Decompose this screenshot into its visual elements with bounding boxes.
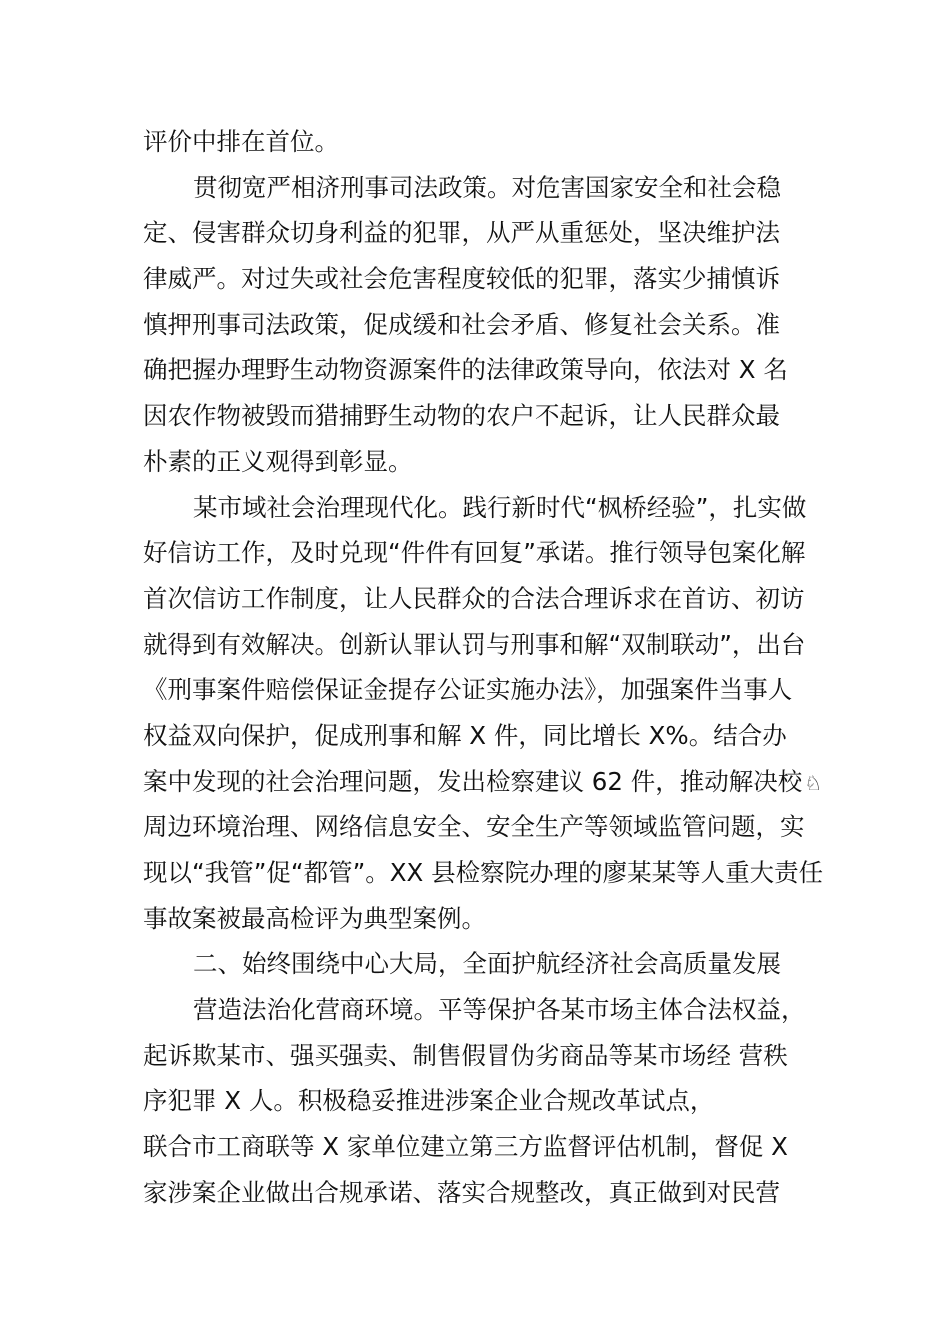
text-line-with-mark xyxy=(143,759,833,805)
text-line: 某市域社会治理现代化。践行新时代“枫桥经验”，扎实做 xyxy=(193,492,807,522)
text-line: 朴素的正义观得到彰显。 xyxy=(143,446,413,476)
text-line: 案中发现的社会治理问题，发出检察建议 62 件，推动解决校 xyxy=(143,766,803,796)
text-line: 律威严。对过失或社会危害程度较低的犯罪，落实少捕慎诉 xyxy=(143,264,780,294)
text-line: 家涉案企业做出合规承诺、落实合规整改，真正做到对民营 xyxy=(143,1177,780,1207)
text-line: 首次信访工作制度，让人民群众的合法合理诉求在首访、初访 xyxy=(143,583,805,613)
text-line: 贯彻宽严相济刑事司法政策。对危害国家安全和社会稳 xyxy=(193,172,781,202)
text-line: 营造法治化营商环境。平等保护各某市场主体合法权益， xyxy=(193,995,806,1025)
text-line: 权益双向保护，促成刑事和解 X 件，同比增长 X%。结合办 xyxy=(143,720,787,750)
text-line: 好信访工作，及时兑现“件件有回复”承诺。推行领导包案化解 xyxy=(143,538,806,568)
text-line: 周边环境治理、网络信息安全、安全生产等领域监管问题，实 xyxy=(143,812,805,842)
text-line: 联合市工商联等 X 家单位建立第三方监督评估机制，督促 X xyxy=(143,1132,788,1162)
document-body xyxy=(143,119,833,1216)
section-heading: 二、始终围绕中心大局，全面护航经济社会高质量发展 xyxy=(193,949,781,979)
text-line: 起诉欺某市、强买强卖、制售假冒伪劣商品等某市场经 营秩 xyxy=(143,1040,788,1070)
text-line: 《刑事案件赔偿保证金提存公证实施办法》，加强案件当事人 xyxy=(143,675,793,705)
text-line: 慎押刑事司法政策，促成缓和社会矛盾、修复社会关系。准 xyxy=(143,309,780,339)
text-line: 因农作物被毁而猎捕野生动物的农户不起诉，让人民群众最 xyxy=(143,401,780,431)
text-line: 就得到有效解决。创新认罪认罚与刑事和解“双制联动”，出台 xyxy=(143,629,806,659)
text-line: 定、侵害群众切身利益的犯罪，从严从重惩处，坚决维护法 xyxy=(143,218,780,248)
knight-mark-icon: ♘ xyxy=(804,770,823,795)
text-line: 确把握办理野生动物资源案件的法律政策导向，依法对 X 名 xyxy=(143,355,788,385)
text-line: 现以“我管”促“都管”。XX 县检察院办理的廖某某等人重大责任 xyxy=(143,858,824,887)
text-line: 事故案被最高检评为典型案例。 xyxy=(143,903,486,933)
text-line: 序犯罪 X 人。积极稳妥推进涉案企业合规改革试点， xyxy=(143,1086,715,1116)
text-line: 评价中排在首位。 xyxy=(143,127,339,156)
